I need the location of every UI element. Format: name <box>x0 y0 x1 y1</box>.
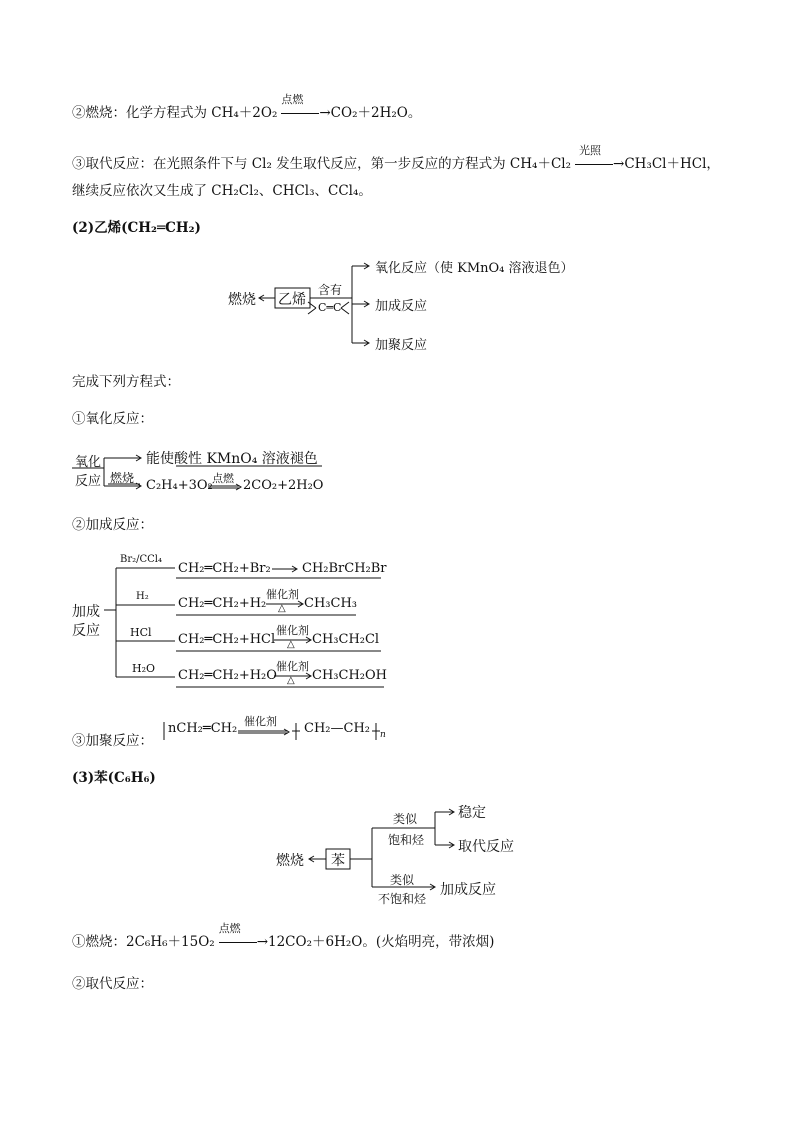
addition-cond-heat: △ <box>278 603 286 614</box>
addition-cond-heat: △ <box>287 675 295 686</box>
benzene-branch2-bottom: 不饱和烃 <box>378 892 427 906</box>
polymerization-n: n <box>380 730 386 740</box>
oxidation-decolor-text: 能使酸性 KMnO₄ 溶液褪色 <box>146 451 318 467</box>
ethylene-out-addition: 加成反应 <box>375 299 428 314</box>
eq-suffix: →12CO₂＋6H₂O。(火焰明亮，带浓烟) <box>256 934 495 950</box>
polymerization-eq-right: CH₂—CH₂ <box>304 721 370 736</box>
polymerization-cond: 催化剂 <box>244 715 277 728</box>
addition-eq-right: CH₂BrCH₂Br <box>302 561 387 576</box>
addition-cond: 催化剂 <box>276 660 309 673</box>
benzene-out-stable: 稳定 <box>458 805 486 821</box>
benzene-combustion-line <box>72 922 495 951</box>
benzene-branch1-top: 类似 <box>393 812 418 826</box>
addition-cond: 催化剂 <box>276 624 309 637</box>
addition-eq-right: CH₃CH₂Cl <box>312 632 380 647</box>
arrow-condition: 点燃 <box>218 922 241 935</box>
eq-prefix: ①燃烧：2C₆H₆＋15O₂ <box>72 934 215 950</box>
heading-polymerization: ③加聚反应： <box>72 733 153 749</box>
oxidation-left-bottom: 反应 <box>75 474 102 489</box>
complete-equations-label: 完成下列方程式： <box>72 374 180 390</box>
addition-eq-left: CH₂═CH₂+H₂ <box>178 596 267 611</box>
eq-suffix: →CO₂＋2H₂O。 <box>319 105 422 121</box>
benzene-branch2-top: 类似 <box>390 873 415 887</box>
ethylene-out-polymerization: 加聚反应 <box>375 338 428 353</box>
ethylene-center-label: 乙烯 <box>278 292 306 308</box>
benzene-substitution-heading: ②取代反应： <box>72 976 153 992</box>
addition-reagent: Br₂/CCl₄ <box>120 554 163 565</box>
reaction-arrow <box>215 922 257 951</box>
addition-reagent: HCl <box>130 626 152 639</box>
oxidation-eq-left: C₂H₄+3O₂ <box>146 478 213 493</box>
ethylene-out-oxidation: 氧化反应（使 KMnO₄ 溶液退色） <box>375 261 574 276</box>
addition-left-bottom: 反应 <box>72 623 100 639</box>
eq-prefix: ②燃烧：化学方程式为 CH₄＋2O₂ <box>72 105 278 121</box>
oxidation-eq-right: 2CO₂+2H₂O <box>243 478 324 493</box>
addition-eq-left: CH₂═CH₂+HCl <box>178 632 276 647</box>
benzene-branch1-bottom: 饱和烃 <box>388 833 425 847</box>
substitution-line-2: 继续反应依次又生成了 CH₂Cl₂、CHCl₃、CCl₄。 <box>72 183 372 199</box>
eq-suffix: →CH₃Cl＋HCl， <box>613 156 720 172</box>
addition-eq-left: CH₂═CH₂+H₂O <box>178 668 277 683</box>
heading-benzene: (3)苯(C₆H₆) <box>72 770 156 786</box>
oxidation-left-top: 氧化 <box>75 455 102 470</box>
arrow-condition: 光照 <box>579 144 602 157</box>
addition-cond-heat: △ <box>287 639 295 650</box>
addition-eq-right: CH₃CH₂OH <box>312 668 387 683</box>
addition-eq-right: CH₃CH₃ <box>304 596 357 611</box>
heading-oxidation: ①氧化反应： <box>72 411 153 427</box>
ethylene-contains-label: 含有 <box>318 283 343 297</box>
ethylene-bond-label: C═C <box>318 301 342 314</box>
addition-cond: 催化剂 <box>266 588 299 601</box>
oxidation-burn-label: 燃烧 <box>110 471 135 485</box>
eq-prefix: ③取代反应：在光照条件下与 Cl₂ 发生取代反应，第一步反应的方程式为 CH₄＋Cl₂ <box>72 156 572 172</box>
benzene-out-substitution: 取代反应 <box>458 839 514 855</box>
benzene-center-label: 苯 <box>331 853 345 869</box>
arrow-condition: 点燃 <box>281 93 304 106</box>
heading-ethylene: (2)乙烯(CH₂═CH₂) <box>72 220 201 236</box>
addition-left-top: 加成 <box>72 604 100 620</box>
ethylene-burn-label: 燃烧 <box>228 292 256 308</box>
oxidation-eq-cond: 点燃 <box>212 472 234 485</box>
polymerization-eq-left: nCH₂═CH₂ <box>168 721 238 736</box>
addition-reagent: H₂O <box>132 662 156 675</box>
heading-addition: ②加成反应： <box>72 517 153 533</box>
addition-eq-left: CH₂═CH₂+Br₂ <box>178 561 271 576</box>
benzene-out-addition: 加成反应 <box>440 882 496 898</box>
addition-reagent: H₂ <box>136 591 149 602</box>
benzene-burn-label: 燃烧 <box>276 853 304 869</box>
